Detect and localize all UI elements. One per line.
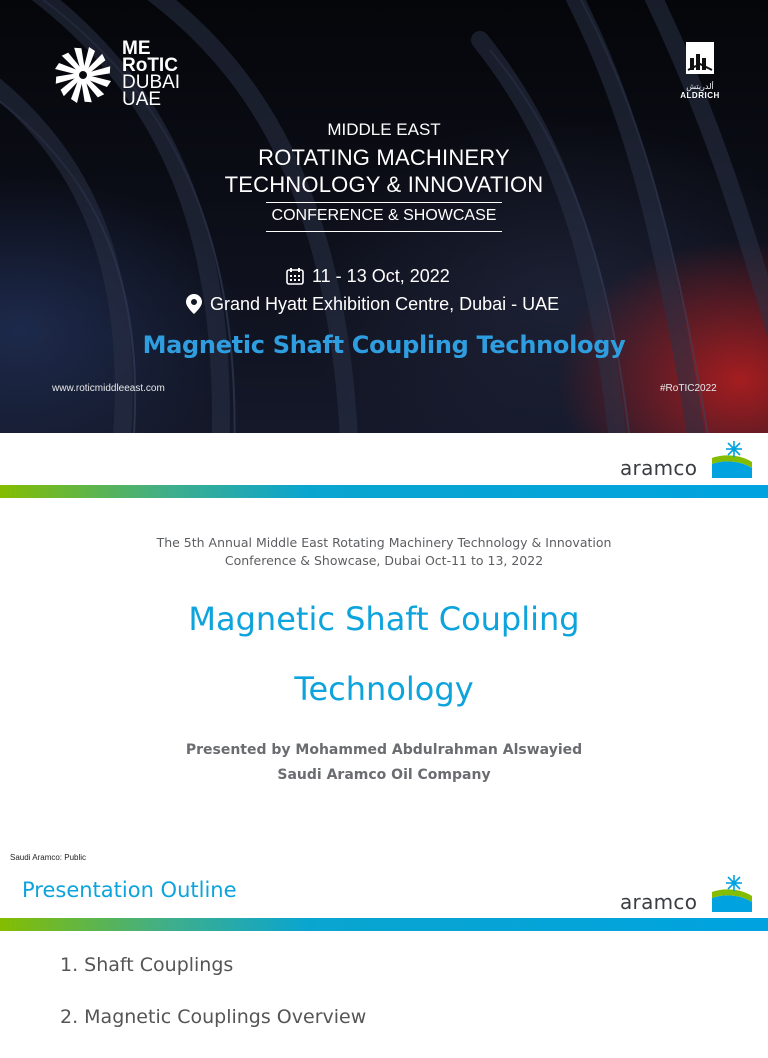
outline-list — [60, 954, 366, 1058]
calendar-icon — [286, 267, 304, 285]
divider-top — [266, 202, 502, 203]
conference-subtitle-line-1: The 5th Annual Middle East Rotating Machinery Technology & Innovation — [156, 535, 612, 550]
aldrich-arabic-name: ألدريتش — [686, 82, 714, 91]
slide1-accent-stripe — [0, 485, 768, 498]
event-venue — [186, 294, 559, 315]
aramco-wordmark: aramco — [620, 890, 698, 914]
aldrich-name: ALDRICH — [680, 91, 720, 100]
banner-title: Magnetic Shaft Coupling Technology — [142, 331, 626, 359]
event-date-text: 11 - 13 Oct, 2022 — [312, 266, 450, 286]
event-line-4: CONFERENCE & SHOWCASE — [271, 207, 497, 224]
location-pin-icon — [186, 294, 202, 314]
aramco-star-icon — [712, 872, 752, 912]
presenter-name: Presented by Mohammed Abdulrahman Alswayied — [185, 742, 583, 758]
aramco-wordmark: aramco — [620, 456, 698, 480]
event-venue-text: Grand Hyatt Exhibition Centre, Dubai - UAE — [210, 294, 560, 314]
slide-title-line-1: Magnetic Shaft Coupling — [188, 600, 580, 638]
logo-line-2: RoTIC — [122, 55, 178, 76]
conference-subtitle — [0, 534, 768, 570]
event-line-3: TECHNOLOGY & INNOVATION — [224, 172, 544, 197]
rotic-logo-icon — [52, 44, 114, 106]
presenter-company: Saudi Aramco Oil Company — [277, 767, 491, 783]
aramco-star-icon — [712, 438, 752, 478]
outline-title: Presentation Outline — [22, 878, 237, 902]
aldrich-building-icon — [682, 40, 718, 76]
classification-label: Saudi Aramco: Public — [10, 853, 87, 862]
outline-item: 1. Shaft Couplings — [60, 954, 234, 976]
event-line-2: ROTATING MACHINERY — [258, 145, 510, 170]
slide2-accent-stripe — [0, 918, 768, 931]
logo-line-3: DUBAI — [122, 72, 181, 93]
slide-title-line-2: Technology — [294, 670, 474, 708]
aldrich-logo — [676, 40, 724, 104]
aramco-logo-slide2 — [620, 870, 752, 916]
aramco-logo — [620, 436, 752, 482]
event-hashtag: #RoTIC2022 — [660, 383, 717, 394]
divider-bottom — [266, 231, 502, 232]
rotic-logo-text — [122, 40, 202, 108]
logo-line-4: UAE — [122, 89, 162, 110]
event-banner — [0, 0, 768, 433]
event-website-link[interactable]: www.roticmiddleeast.com — [52, 383, 165, 394]
outline-item: 2. Magnetic Couplings Overview — [60, 1006, 367, 1028]
conference-subtitle-line-2: Conference & Showcase, Dubai Oct-11 to 13, 2022 — [224, 553, 544, 568]
event-date — [286, 266, 450, 287]
event-line-1: MIDDLE EAST — [327, 120, 441, 139]
logo-line-1: ME — [122, 38, 151, 59]
